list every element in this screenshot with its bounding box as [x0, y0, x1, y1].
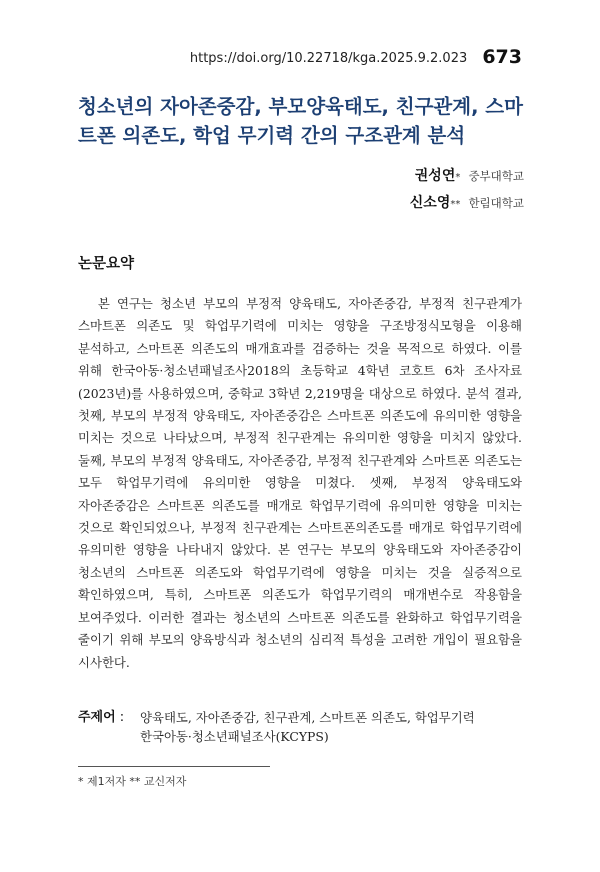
running-header [78, 46, 522, 68]
author-entry-corresponding [410, 190, 524, 217]
keywords-label-text: 주제어 [78, 710, 116, 725]
author-name: 신소영 [409, 195, 451, 211]
keywords-line: 한국아동·청소년패널조사(KCYPS) [140, 729, 329, 744]
keywords-line: 양육태도, 자아존중감, 친구관계, 스마트폰 의존도, 학업무기력 [140, 710, 475, 725]
author-mark: * [455, 172, 461, 183]
footnote-divider [78, 766, 270, 767]
page-number: 673 [482, 46, 522, 68]
footnote: * 제1저자 ** 교신저자 [78, 775, 187, 788]
abstract-body: 본 연구는 청소년 부모의 부정적 양육태도, 자아존중감, 부정적 친구관계가 스마트폰 의존도 및 학업무기력에 미치는 영향을 구조방정식모형을 이용해 분석하고, 스마트폰 의존도의 매개효과를 검증하는 것을 목적으로 하였다. 이를 위해 한국아동·청소년패널조사2018의 초등학교 4학년 코호트 6차 조사자료(2023년)를 사용하였으며, 중학교 3학년 2,219명을 대상으로 하였다. 분석 결과, 첫째, 부모의 부정적 양육태도, 자아존중감은 스마트폰 의존도에 유의미한 영향을 미치는 것으로 나타났으며, 부정적 친구관계는 유의미한 영향을 미치지 않았다. 둘째, 부모의 부정적 양육태도, 자아존중감, 부정적 친구관계와 스마트폰 의존도는 모두 학업무기력에 유의미한 영향을 미쳤다. 셋째, 부정적 양육태도와 자아존중감은 스마트폰 의존도를 매개로 학업무기력에 유의미한 영향을 미치는 것으로 확인되었으나, 부정적 친구관계는 스마트폰의존도를 매개로 학업무기력에 유의미한 영향을 나타내지 않았다. 본 연구는 부모의 양육태도와 자아존중감이 청소년의 스마트폰 의존도와 학업무기력에 영향을 미치는 것을 실증적으로 확인하였으며, 특히, 스마트폰 의존도가 학업무기력의 매개변수로 작용함을 보여주었다. 이러한 결과는 청소년의 스마트폰 의존도를 완화하고 학업무기력을 줄이기 위해 부모의 양육방식과 청소년의 심리적 특성을 고려한 개입이 필요함을 시사한다. [78, 296, 522, 670]
author-entry-first [410, 163, 524, 190]
author-name: 권성연 [414, 168, 456, 184]
keywords-colon: : [119, 710, 125, 725]
doi-link[interactable]: https://doi.org/10.22718/kga.2025.9.2.023 [189, 51, 468, 66]
author-mark: ** [450, 199, 461, 210]
paper-title: 청소년의 자아존중감, 부모양육태도, 친구관계, 스마트폰 의존도, 학업 무기력 간의 구조관계 분석 [78, 95, 523, 147]
keywords-list [140, 708, 475, 746]
abstract-heading: 논문요약 [78, 256, 135, 272]
keywords-label [78, 708, 140, 746]
author-affiliation: 중부대학교 [468, 169, 524, 183]
author-affiliation: 한림대학교 [468, 196, 524, 210]
author-block [410, 163, 524, 217]
keywords-block [78, 708, 526, 746]
